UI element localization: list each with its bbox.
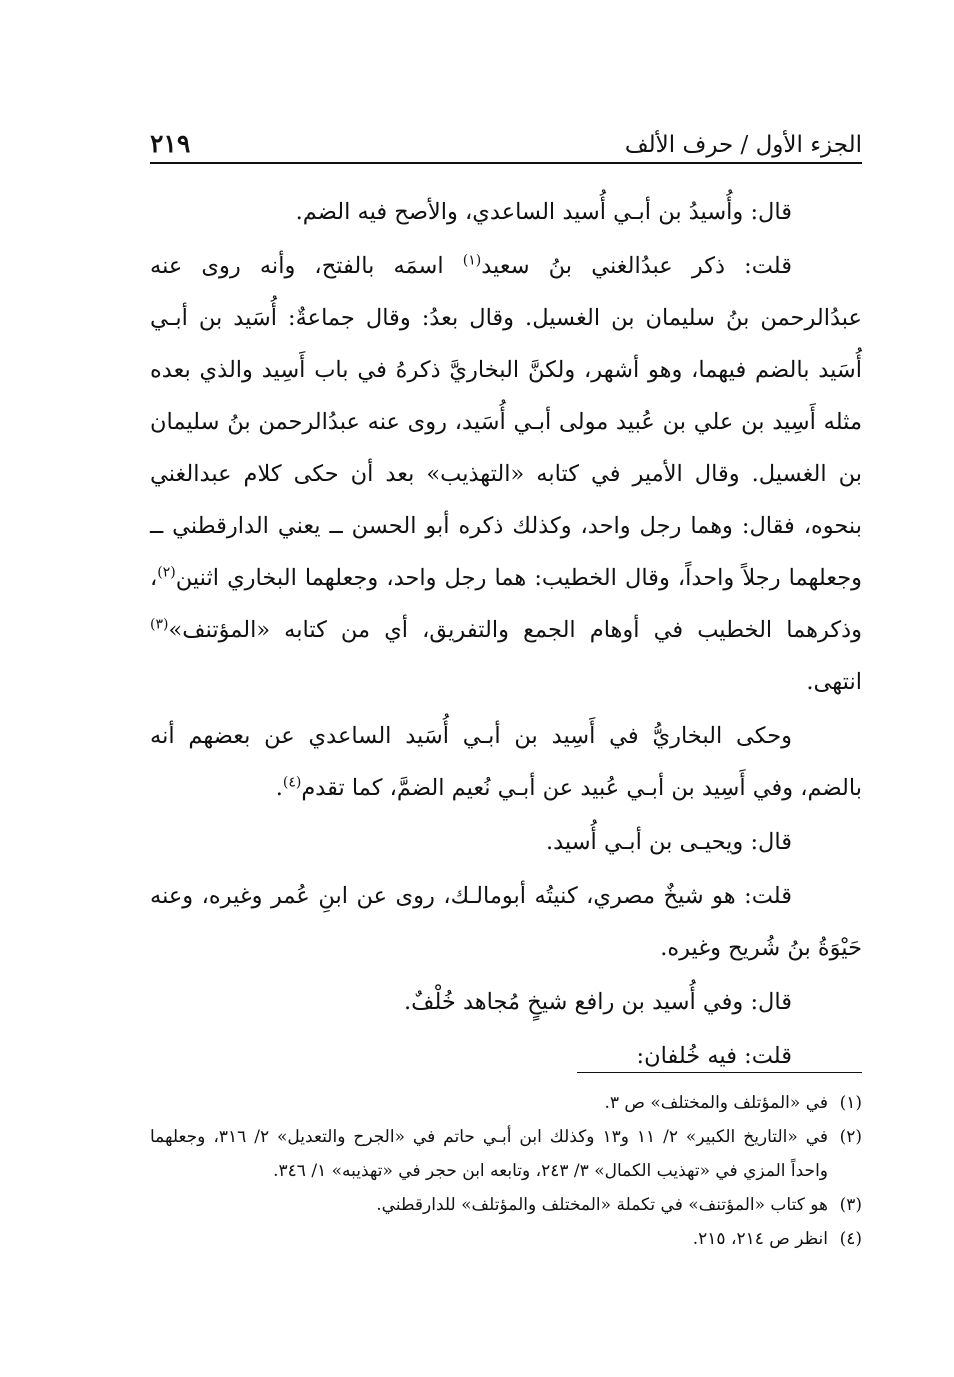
footnote-ref: (٣) bbox=[150, 616, 169, 633]
footnote-number: (٤) bbox=[839, 1229, 862, 1249]
paragraph: قلت: هو شيخٌ مصري، كنيتُه أبومالـك، روى عن ابنِ عُمر وغيره، وعنه حَيْوَةُ بنُ شُريح وغيره. bbox=[150, 883, 862, 961]
footnote bbox=[150, 1086, 862, 1120]
footnote-text: هو كتاب «المؤتنف» في تكملة «المختلف والمؤتلف» للدارقطني. bbox=[376, 1195, 828, 1215]
paragraph: قال: وفي أُسيد بن رافع شيخٍ مُجاهد خُلْفٌ. bbox=[404, 989, 792, 1015]
footnote-ref: (٤) bbox=[282, 774, 302, 791]
footnote-text: انظر ص ٢١٤، ٢١٥. bbox=[692, 1229, 828, 1249]
page-number: ٢١٩ bbox=[150, 129, 191, 158]
footnote-rule bbox=[577, 1072, 862, 1073]
paragraph: وحكى البخاريُّ في أَسِيد بن أبـي أُسَيد الساعدي عن بعضهم أنه بالضم، وفي أَسِيد بن أبـي عُبيد عن أبـي نُعيم الضمَّ، كما تقدم$^{(٤)}$. bbox=[150, 723, 862, 801]
footnote-ref: (١) bbox=[462, 252, 482, 269]
footnote-number: (١) bbox=[839, 1093, 862, 1113]
page-header bbox=[150, 118, 862, 158]
paragraph: قلت: فيه خُلفان: bbox=[636, 1043, 792, 1069]
paragraph: قال: ويحيـى بن أبـي أُسيد. bbox=[545, 829, 792, 855]
footnote bbox=[150, 1120, 862, 1188]
footnote-number: (٣) bbox=[839, 1195, 862, 1215]
running-title: الجزء الأول / حرف الألف bbox=[624, 132, 862, 158]
footnote bbox=[150, 1222, 862, 1256]
footnotes bbox=[150, 1086, 862, 1256]
paragraph: قال: وأُسيدُ بن أبـي أُسيد الساعدي، والأصح فيه الضم. bbox=[295, 199, 792, 225]
footnote bbox=[150, 1188, 862, 1222]
footnote-number: (٢) bbox=[839, 1127, 862, 1147]
header-rule bbox=[150, 162, 862, 164]
footnote-text: في «المؤتلف والمختلف» ص ٣. bbox=[604, 1093, 828, 1113]
footnote-ref: (٢) bbox=[157, 564, 176, 581]
footnote-text: في «التاريخ الكبير» ٢/ ١١ و١٣ وكذلك ابن أبـي حاتم في «الجرح والتعديل» ٢/ ٣١٦، وجعلهما واحداً المزي في «تهذيب الكمال» ٣/ ٢٤٣، وتابعه ابن حجر في «تهذيبه» ١/ ٣٤٦. bbox=[150, 1127, 828, 1181]
paragraph: قلت: ذكر عبدُالغني بنُ سعيد$^{(١)}$ اسمَه بالفتح، وأنه روى عنه عبدُالرحمن بنُ سليمان بن الغسيل. وقال بعدُ: وقال جماعةٌ: أُسَيد بن أبـي أُسَيد بالضم فيهما، وهو أشهر، ولكنَّ البخاريَّ ذكرهُ في باب أَسِيد والذي بعده مثله أَسِيد بن علي بن عُبيد مولى أبـي أُسَيد، روى عنه عبدُالرحمن بنُ سليمان بن الغسيل. وقال الأمير في كتابه «التهذيب» بعد أن حكى كلام عبدالغني بنحوه، فقال: وهما رجل واحد، وكذلك ذكره أبو الحسن ــ يعني الدارقطني ــ وجعلهما رجلاً واحداً، وقال الخطيب: هما رجل واحد، وجعلهما البخاري اثنين$^{(٢)}$، وذكرهما الخطيب في أوهام الجمع والتفريق، أي من كتابه «المؤتنف»$^{(٣)}$ انتهى. bbox=[150, 252, 862, 695]
main-text bbox=[150, 186, 862, 1084]
